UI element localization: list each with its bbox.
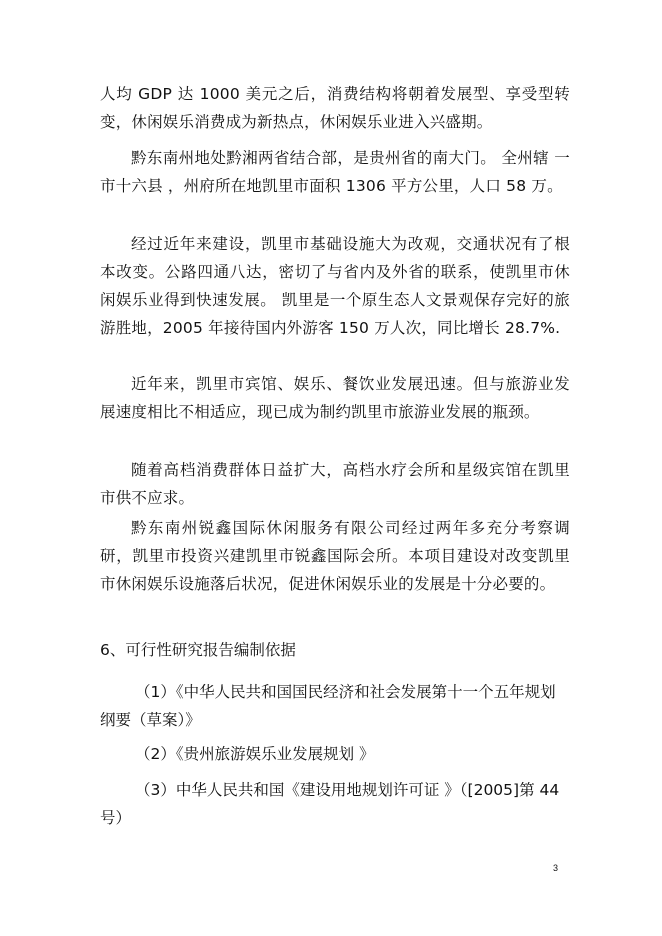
page-number: 3 [553,863,559,873]
reference-item-2: （2）《贵州旅游娱乐业发展规划 》 [135,745,375,763]
paragraph-qiandongnan-overview: 黔东南州地处黔湘两省结合部，是贵州省的南大门。 全州辖 一市十六县 ，州府所在地凯里市面积 1306 平方公里，人口 58 万。 [100,149,570,195]
reference-item-1: （1）《中华人民共和国国民经济和社会发展第十一个五年规划纲要（草案）》 [100,683,556,729]
paragraph-kaili-infrastructure: 经过近年来建设，凯里市基础设施大为改观，交通状况有了根本改变。公路四通八达，密切了与省内及外省的联系，使凯里市休闲娱乐业得到快速发展。 凯里是一个原生态人文景观保存完好的旅游胜地，2005 年接待国内外游客 150 万人次，同比增长 28.7%. [100,235,570,337]
paragraph-project-necessity: 黔东南州锐鑫国际休闲服务有限公司经过两年多充分考察调研，凯里市投资兴建凯里市锐鑫国际会所。本项目建设对改变凯里市休闲娱乐设施落后状况，促进休闲娱乐业的发展是十分必要的。 [100,519,570,593]
paragraph-high-end-demand: 随着高档消费群体日益扩大，高档水疗会所和星级宾馆在凯里市供不应求。 [100,461,570,507]
paragraph-consumption-trend: 人均 GDP 达 1000 美元之后，消费结构将朝着发展型、享受型转变，休闲娱乐消费成为新热点，休闲娱乐业进入兴盛期。 [100,85,570,131]
section-heading: 6、可行性研究报告编制依据 [100,641,296,659]
reference-item-3: （3）中华人民共和国《建设用地规划许可证 》（[2005]第 44 号） [100,781,560,827]
paragraph-hospitality-bottleneck: 近年来，凯里市宾馆、娱乐、餐饮业发展迅速。但与旅游业发展速度相比不相适应，现已成为制约凯里市旅游业发展的瓶颈。 [100,375,570,421]
